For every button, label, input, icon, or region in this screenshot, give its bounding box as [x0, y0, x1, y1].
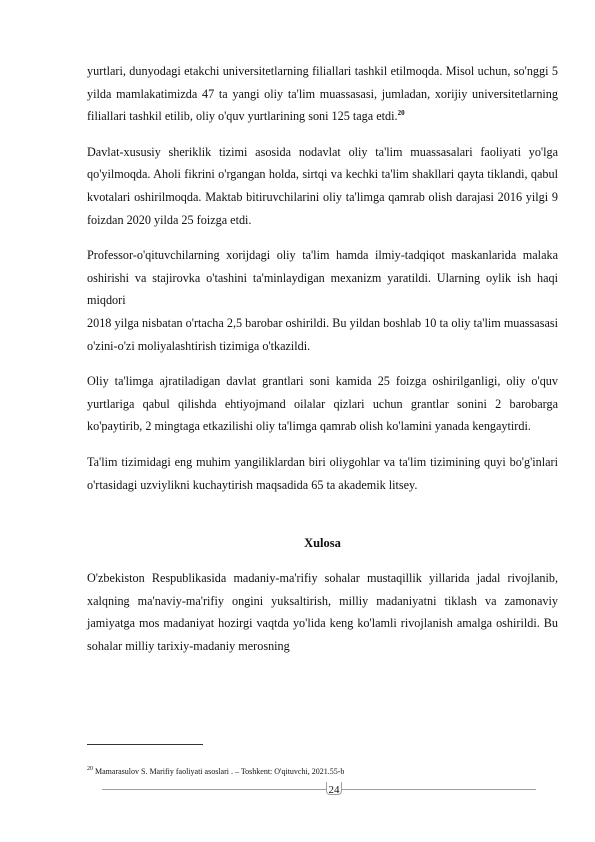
page-number: 24	[328, 784, 340, 795]
footnote-reference: 20	[397, 109, 405, 118]
section-heading: Xulosa	[304, 536, 341, 551]
paragraph-public-private-partnership	[87, 141, 558, 231]
footnote	[87, 767, 557, 777]
footer-rule-right	[340, 789, 536, 790]
footer-rule-left	[102, 789, 326, 790]
paragraph-text: Davlat-xususiy sheriklik tizimi asosida nodavlat oliy ta'lim muassasalari faoliyati yo'lga qo'yilmoqda. Aholi fikrini o'rgangan holda, sirtqi va kechki ta'lim shakllari qayta tiklandi, qabul kvotalari oshirilmoqda. Maktab bitiruvchilarini oliy ta'limga qamrab olish darajasi 2016 yilgi 9 foizdan 2020 yilda 25 foizga etdi.	[87, 144, 558, 227]
paragraph-text-line2: 2018 yilga nisbatan o'rtacha 2,5 barobar oshirildi. Bu yildan boshlab 10 ta oliy ta'lim muassasasi o'zini-o'zi moliyalashtirish tizimiga o'tkazildi.	[87, 315, 558, 353]
page-body	[87, 60, 558, 670]
paragraph-state-grants	[87, 370, 558, 438]
paragraph-professors	[87, 244, 558, 357]
footnote-number: 20	[87, 766, 93, 773]
footnote-text: Mamarasulov S. Marifiy faoliyati asoslari . – Toshkent: O'qituvchi, 2021.55-b	[95, 767, 345, 776]
paragraph-academic-lyceums	[87, 451, 558, 496]
paragraph-text: O'zbekiston Respublikasida madaniy-ma'rifiy sohalar mustaqillik yillarida jadal rivojlanib, xalqning ma'naviy-ma'rifiy ongini yuksaltirish, milliy madaniyatni tiklash va zamonaviy jamiyatga mos madaniyat hozirgi vaqtda yo'lida keng ko'lamli rivojlanish amalga oshirildi. Bu sohalar milliy tarixiy-madaniy merosning	[87, 571, 558, 653]
footnote-separator	[87, 744, 203, 745]
paragraph-text: Oliy ta'limga ajratiladigan davlat grantlari soni kamida 25 foizga oshirilganligi, oliy o'quv yurtlariga qabul qilishda ehtiyojmand oilalar qizlari uchun grantlar sonini 2 barobarga ko'paytirib, 2 mingtaga etkazilishi oliy ta'limga qamrab olish ko'lamini yanada kengaytirdi.	[87, 374, 558, 434]
paragraph-text: Ta'lim tizimidagi eng muhim yangiliklardan biri oliygohlar va ta'lim tizimining quyi bo'g'inlari o'rtasidagi uzviylikni kuchaytirish maqsadida 65 ta akademik litsey.	[87, 454, 558, 492]
paragraph-conclusion	[87, 567, 558, 657]
page-number-tab	[326, 782, 342, 795]
paragraph-text-line1: Professor-o'qituvchilarning xorijdagi oliy ta'lim hamda ilmiy-tadqiqot maskanlarida malaka oshirishi va stajirovka o'tashini ta'minlaydigan mexanizm yaratildi. Ularning oylik ish haqi miqdori	[87, 248, 558, 308]
paragraph-text: yurtlari, dunyodagi etakchi universitetlarning filiallari tashkil etilmoqda. Misol uchun, so'nggi 5 yilda mamlakatimizda 47 ta yangi oliy ta'lim muassasasi, jumladan, xorijiy universitetlarning filiallari tashkil etilib, oliy o'quv yurtlarining soni 125 taga etdi.	[87, 64, 558, 124]
paragraph-universities	[87, 60, 558, 128]
